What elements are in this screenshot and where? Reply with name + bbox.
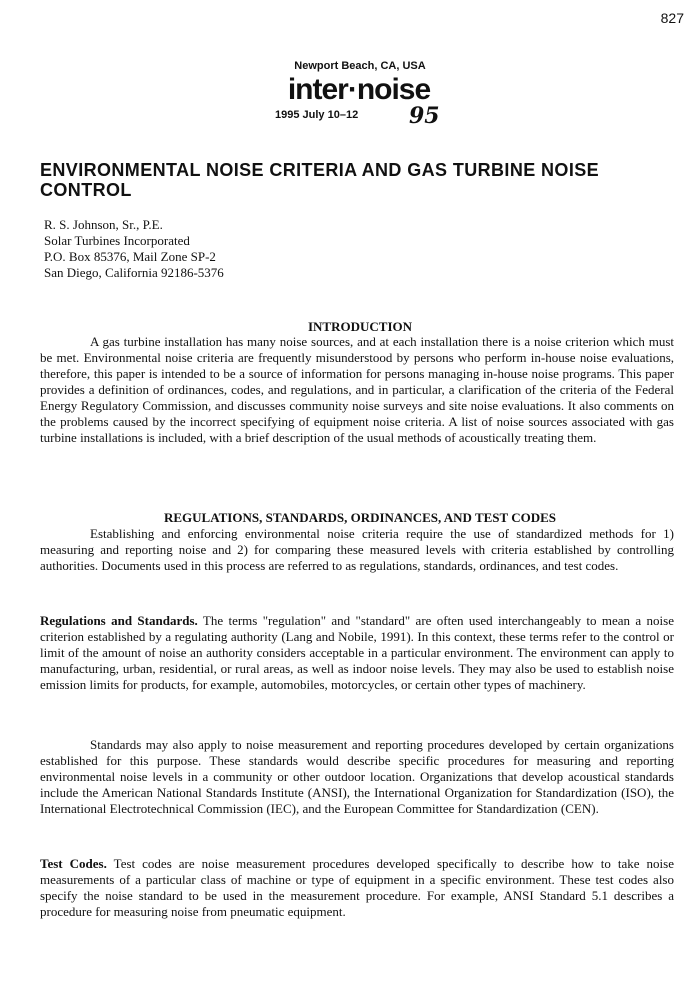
page-number: 827 [660, 10, 684, 26]
regulations-heading: REGULATIONS, STANDARDS, ORDINANCES, AND TEST CODES [163, 510, 557, 525]
regulations-text: Establishing and enforcing environmental noise criteria require the use of standardized methods for 1) measuring and reporting noise and 2) for comparing these measured levels with criteria established by controlling authorities. Documents used in this process are referred to as regulations, standards, ordinances, and test codes. [40, 526, 674, 573]
test-codes-run-in: Test Codes. [40, 856, 107, 871]
paper-title: ENVIRONMENTAL NOISE CRITERIA AND GAS TURBINE NOISE CONTROL [40, 160, 600, 200]
regulations-standards-run-in: Regulations and Standards. [40, 613, 198, 628]
introduction-paragraph [40, 334, 674, 446]
regulations-paragraph [40, 526, 674, 574]
test-codes-text: Test codes are noise measurement procedures developed specifically to describe how to take noise measurements of a particular class of machine or type of equipment in a specific environment. These test codes also specify the noise standard to be used in the measurement procedure. For example, ANSI Standard 5.1 describes a procedure for measuring noise from pneumatic equipment. [40, 856, 674, 919]
author-name: R. S. Johnson, Sr., P.E. [44, 217, 163, 232]
conference-location: Newport Beach, CA, USA [294, 60, 426, 72]
test-codes-paragraph [40, 856, 674, 920]
introduction-text: A gas turbine installation has many noise sources, and at each installation there is a noise criterion which must be met. Environmental noise criteria are frequently misunderstood by persons who perform in-house noise evaluations, therefore, this paper is intended to be a source of information for persons managing in-house noise programs. This paper provides a definition of ordinances, codes, and regulations, and in particular, a clarification of the criteria of the Federal Energy Regulatory Commission, and discusses community noise surveys and site noise evaluations. It also comments on the problems caused by the incorrect specifying of equipment noise criteria. A list of noise sources associated with gas turbine installations is included, with a brief description of the usual methods of acoustically treating them. [40, 334, 674, 445]
regulations-standards-paragraph-2 [40, 737, 674, 817]
author-affiliation: Solar Turbines Incorporated [44, 233, 190, 248]
regulations-standards-text-2: Standards may also apply to noise measurement and reporting procedures developed by certain organizations established for this purpose. These standards would describe specific procedures for measuring and reporting environmental noise levels in a community or other outdoor location. Organizations that develop acoustical standards include the American National Standards Institute (ANSI), the International Organization for Standardization (ISO), the International Electrotechnical Commission (IEC), and the European Committee for Standardization (CEN). [40, 737, 674, 816]
author-address: P.O. Box 85376, Mail Zone SP-2 [44, 249, 216, 264]
conference-logo: inter·noise [287, 73, 431, 106]
regulations-standards-paragraph-1 [40, 613, 674, 693]
introduction-heading: INTRODUCTION [307, 319, 412, 334]
conference-dates: 1995 July 10–12 [275, 109, 359, 121]
author-block [44, 217, 224, 281]
conference-year: 95 [409, 103, 440, 129]
author-city: San Diego, California 92186-5376 [44, 265, 224, 280]
regulations-standards-text-1: The terms "regulation" and "standard" are often used interchangeably to mean a noise criterion established by a regulating authority (Lang and Nobile, 1991). In this context, these terms refer to the control or limit of the amount of noise an authority considers acceptable in a particular environment. The environment can apply to manufacturing, urban, residential, or rural areas, as well as indoor noise levels. They may also be used to establish noise emission limits for products, for example, automobiles, motorcycles, or certain other types of machinery. [40, 613, 674, 692]
